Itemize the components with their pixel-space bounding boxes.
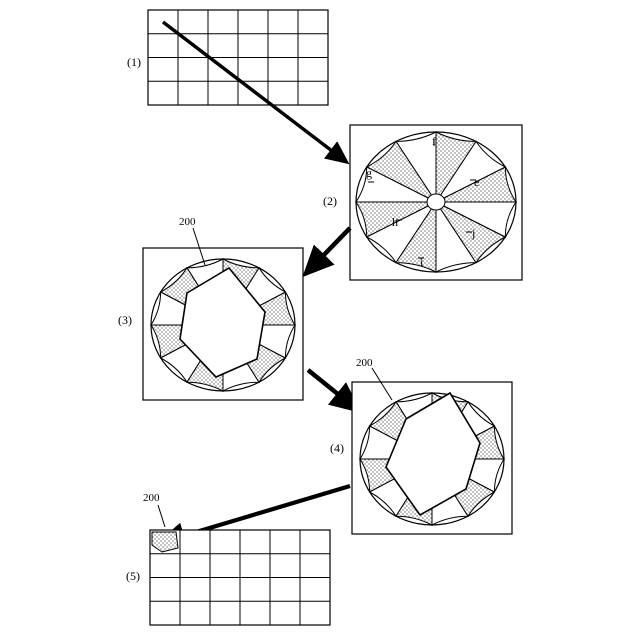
panel-label-4: (4)	[330, 441, 344, 455]
panel-label-2: (2)	[323, 194, 337, 208]
panel-label-1: (1)	[127, 55, 141, 69]
panel-label-5: (5)	[126, 569, 140, 583]
pie-label-g: g	[366, 166, 372, 180]
panel-5-grid	[150, 505, 330, 625]
panel-4-overlay	[352, 368, 512, 534]
pie-label-j: j	[472, 226, 476, 240]
ref-number-200-panel3: 200	[179, 216, 196, 228]
panel-2-pie	[350, 125, 522, 280]
pie-label-f: f	[432, 134, 436, 148]
pie-label-h: h	[392, 215, 398, 229]
ref-number-200-panel4: 200	[356, 357, 373, 369]
arrow-2-to-3	[318, 228, 350, 261]
pie-label-e: e	[474, 175, 480, 189]
panel-3-overlay	[143, 228, 303, 400]
arrow-3-to-4	[308, 370, 344, 399]
pie-label-i: i	[420, 255, 424, 269]
panel-1-grid	[148, 10, 328, 105]
panel-label-3: (3)	[118, 313, 132, 327]
ref-number-200-panel5: 200	[143, 492, 160, 504]
